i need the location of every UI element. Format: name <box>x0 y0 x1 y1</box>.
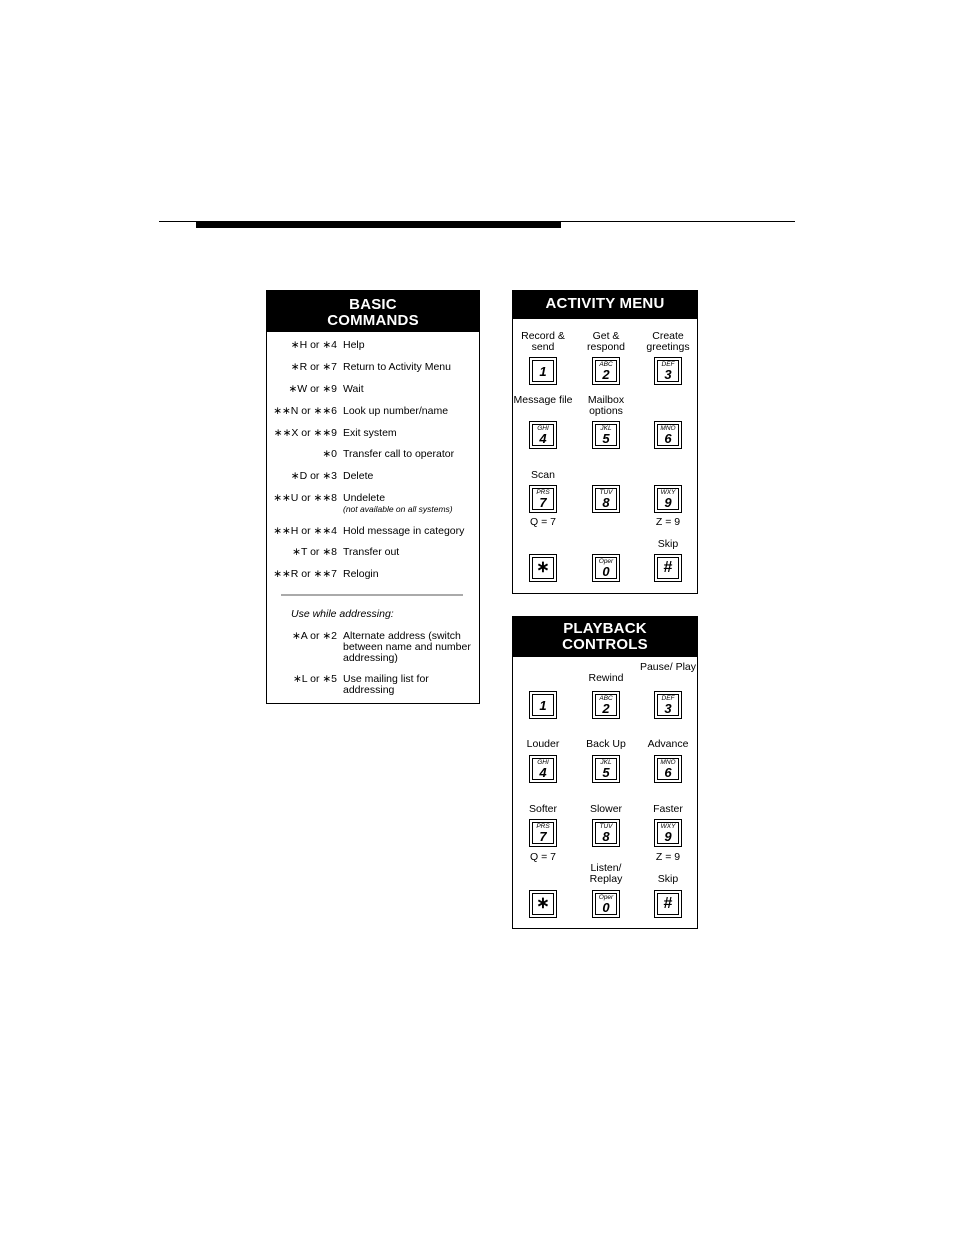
command-key: ∗∗X or ∗∗9 <box>273 427 337 439</box>
command-desc: Transfer out <box>343 546 400 558</box>
key-label: Pause/ Play <box>639 661 697 673</box>
key-3[interactable]: DEF 3 <box>654 357 682 385</box>
key-7[interactable]: PRS 7 <box>529 485 557 513</box>
command-key: ∗W or ∗9 <box>288 383 337 395</box>
key-label: Get & respond <box>587 330 625 353</box>
addressing-heading: Use while addressing: <box>291 608 394 620</box>
command-desc: Hold message in category <box>343 525 465 537</box>
command-desc: Wait <box>343 383 364 395</box>
key-3[interactable]: DEF 3 <box>654 691 682 719</box>
key-label: Back Up <box>586 738 626 750</box>
key-9[interactable]: WXY 9 <box>654 485 682 513</box>
key-5[interactable]: JKL 5 <box>592 421 620 449</box>
key-4[interactable]: GHI 4 <box>529 755 557 783</box>
key-1[interactable]: 1 <box>529 357 557 385</box>
key-label: Mailbox options <box>587 394 625 417</box>
key-2[interactable]: ABC 2 <box>592 357 620 385</box>
playback-controls-card <box>512 616 698 929</box>
key-label: Listen/ Replay <box>589 862 623 885</box>
header-rule-thick <box>196 222 561 228</box>
key-2[interactable]: ABC 2 <box>592 691 620 719</box>
key-6[interactable]: MNO 6 <box>654 755 682 783</box>
key-5[interactable]: JKL 5 <box>592 755 620 783</box>
command-desc: Return to Activity Menu <box>343 361 451 373</box>
key-star[interactable]: ∗ <box>529 890 557 918</box>
command-desc: Use mailing list for addressing <box>343 673 429 696</box>
command-key: ∗L or ∗5 <box>292 673 337 685</box>
key-6[interactable]: MNO 6 <box>654 421 682 449</box>
key-4[interactable]: GHI 4 <box>529 421 557 449</box>
key-7[interactable]: PRS 7 <box>529 819 557 847</box>
key-label: Softer <box>528 803 557 815</box>
key-0[interactable]: Oper 0 <box>592 554 620 582</box>
key-label: Rewind <box>588 672 624 684</box>
command-key: ∗A or ∗2 <box>291 630 337 642</box>
command-key: ∗∗H or ∗∗4 <box>273 525 337 537</box>
activity-menu-card <box>512 290 698 594</box>
section-divider <box>281 594 463 596</box>
command-key: ∗H or ∗4 <box>290 339 337 351</box>
command-desc: Alternate address (switch between name and number addressing) <box>343 630 471 664</box>
key-0[interactable]: Oper 0 <box>592 890 620 918</box>
command-key: ∗D or ∗3 <box>290 470 337 482</box>
playback-controls-title: PLAYBACK CONTROLS <box>513 617 697 657</box>
key-pound[interactable]: # <box>654 890 682 918</box>
key-label: Faster <box>653 803 683 815</box>
key-label: Slower <box>589 803 623 815</box>
command-desc: Help <box>343 339 365 351</box>
key-label: Message file <box>513 394 573 406</box>
command-desc: Look up number/name <box>343 405 449 417</box>
command-note: (not available on all systems) <box>343 504 453 514</box>
key-label: Skip <box>657 538 679 550</box>
basic-commands-card <box>266 290 480 704</box>
command-key: ∗T or ∗8 <box>292 546 337 558</box>
key-star[interactable]: ∗ <box>529 554 557 582</box>
key-8[interactable]: TUV 8 <box>592 819 620 847</box>
command-key: ∗∗R or ∗∗7 <box>273 568 337 580</box>
command-desc: Exit system <box>343 427 397 439</box>
command-key: ∗∗U or ∗∗8 <box>273 492 337 504</box>
key-label: Record & send <box>521 330 565 353</box>
key-pound[interactable]: # <box>654 554 682 582</box>
key-label: Skip <box>657 873 679 885</box>
key-1[interactable]: 1 <box>529 691 557 719</box>
command-desc: Relogin <box>343 568 379 580</box>
key-9[interactable]: WXY 9 <box>654 819 682 847</box>
key-label: Scan <box>531 469 555 481</box>
command-key: ∗0 <box>322 448 337 460</box>
key-label: Create greetings <box>646 330 690 353</box>
activity-menu-title: ACTIVITY MENU <box>513 291 697 319</box>
key-note: Q = 7 <box>530 516 556 528</box>
key-note: Z = 9 <box>655 516 681 528</box>
key-note: Q = 7 <box>530 851 556 863</box>
command-key: ∗R or ∗7 <box>290 361 337 373</box>
command-desc: Undelete (not available on all systems) <box>343 493 475 514</box>
key-8[interactable]: TUV 8 <box>592 485 620 513</box>
key-label: Louder <box>526 738 560 750</box>
command-desc: Delete <box>343 470 374 482</box>
basic-commands-title: BASIC COMMANDS <box>267 291 479 332</box>
command-desc: Transfer call to operator <box>343 448 455 460</box>
key-note: Z = 9 <box>655 851 681 863</box>
command-key: ∗∗N or ∗∗6 <box>273 405 337 417</box>
key-label: Advance <box>647 738 689 750</box>
